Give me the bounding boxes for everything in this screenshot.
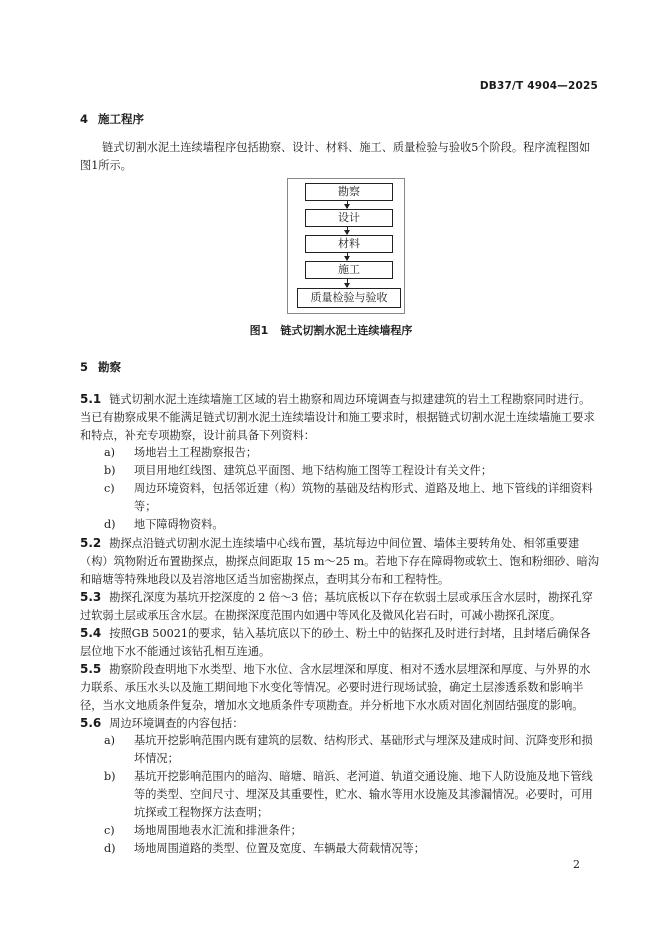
process-flowchart <box>287 178 405 314</box>
list-item: a) 场地岩土工程勘察报告； <box>104 446 258 459</box>
list-item: b) 项目用地红线图、建筑总平面图、地下结构施工图等工程设计有关文件； <box>104 464 493 477</box>
standard-code: DB37/T 4904—2025 <box>479 80 598 92</box>
list-item: d) 场地周围道路的类型、位置及宽度、车辆最大荷载情况等； <box>104 842 425 855</box>
section-5-number: 5 <box>80 360 89 374</box>
figure-number: 图1 <box>249 324 269 337</box>
clause-number: 5.2 <box>80 536 102 550</box>
flow-step-design: 设计 <box>305 209 393 227</box>
clause-number: 5.3 <box>80 590 102 604</box>
flow-arrow-icon <box>347 201 348 208</box>
flow-step-materials: 材料 <box>305 235 393 253</box>
clause-text: 周边环境调查的内容包括： <box>109 717 244 730</box>
clause-text: 链式切割水泥土连续墙施工区域的岩土勘察和周边环境调查与拟建建筑的岩土工程勘察同时进行。当已有勘察成果不能满足链式切割水泥土连续墙设计和施工要求时，根据链式切割水泥土连续墙施工要求和特点，补充专项勘察，设计前具备下列资料： <box>80 393 595 442</box>
figure-title: 链式切割水泥土连续墙程序 <box>280 324 413 337</box>
section-4-heading <box>80 111 144 127</box>
clause-text: 勘察阶段查明地下水类型、地下水位、含水层埋深和厚度、相对不透水层埋深和厚度、与外界的水力联系、承压水头以及施工期间地下水变化等情况。必要时进行现场试验，确定土层渗透系数和影响半径，当水文地质条件复杂，增加水文地质条件专项勘查。并分析地下水水质对固化剂固结强度的影响。 <box>80 663 591 712</box>
clause-text: 勘探孔深度为基坑开挖深度的 2 倍～3 倍；基坑底板以下存在软弱土层或承压含水层时，勘探孔穿过软弱土层或承压含水层。在勘探深度范围内如遇中等风化及微风化岩石时，可减小勘探孔深度。 <box>80 591 593 622</box>
clause-text: 勘探点沿链式切割水泥土连续墙中心线布置，基坑每边中间位置、墙体主要转角处、相邻重要建（构）筑物附近布置勘探点，勘探点间距取 15 m～25 m。若地下存在障碍物或软土、饱和粉细砂、暗沟和暗塘等特殊地段以及岩溶地区适当加密勘探点，查明其分布和工程特性。 <box>80 537 600 586</box>
clause-number: 5.5 <box>80 662 102 676</box>
clause-number: 5.6 <box>80 716 102 730</box>
clause-5-5 <box>80 660 600 715</box>
clause-text: 按照GB 50021的要求，钻入基坑底以下的砂土、粉土中的钻探孔及时进行封堵，且封堵后确保各层位地下水不能通过该钻孔相互连通。 <box>80 627 591 658</box>
clause-5-2 <box>80 534 600 589</box>
list-item: c) 周边环境资料，包括邻近建（构）筑物的基础及结构形式、道路及地上、地下管线的详细资料等； <box>104 482 593 513</box>
clause-5-6 <box>80 714 600 733</box>
list-item: d) 地下障碍物资料。 <box>104 518 224 531</box>
list-item: c) 场地周围地表水汇流和排泄条件； <box>104 824 302 837</box>
clause-number: 5.4 <box>80 626 102 640</box>
section-4-intro: 链式切割水泥土连续墙程序包括勘察、设计、材料、施工、质量检验与验收5个阶段。程序流程图如图1所示。 <box>80 141 591 172</box>
clause-5-4 <box>80 624 600 661</box>
flow-step-inspection-acceptance: 质量检验与验收 <box>297 288 401 308</box>
page-number: 2 <box>573 858 580 871</box>
flow-arrow-icon <box>347 227 348 234</box>
clause-number: 5.1 <box>80 392 102 406</box>
flow-arrow-icon <box>347 279 348 287</box>
clause-5-3 <box>80 588 600 625</box>
section-5-title: 勘察 <box>98 360 121 374</box>
flow-step-construction: 施工 <box>305 261 393 279</box>
list-item: a) 基坑开挖影响范围内既有建筑的层数、结构形式、基础形式与埋深及建成时间、沉降变形和损坏情况； <box>104 734 593 765</box>
figure-caption <box>0 322 662 338</box>
flow-arrow-icon <box>347 253 348 260</box>
section-4-title: 施工程序 <box>98 112 144 126</box>
section-5-heading <box>80 359 121 375</box>
flow-step-survey: 勘察 <box>305 183 393 201</box>
clause-5-1 <box>80 390 600 445</box>
section-4-number: 4 <box>80 112 89 126</box>
list-item: b) 基坑开挖影响范围内的暗沟、暗塘、暗浜、老河道、轨道交通设施、地下人防设施及地下管线等的类型、空间尺寸、埋深及其重要性，贮水、输水等用水设施及其渗漏情况。必要时，可用坑探或工程物探方法查明； <box>104 770 593 819</box>
